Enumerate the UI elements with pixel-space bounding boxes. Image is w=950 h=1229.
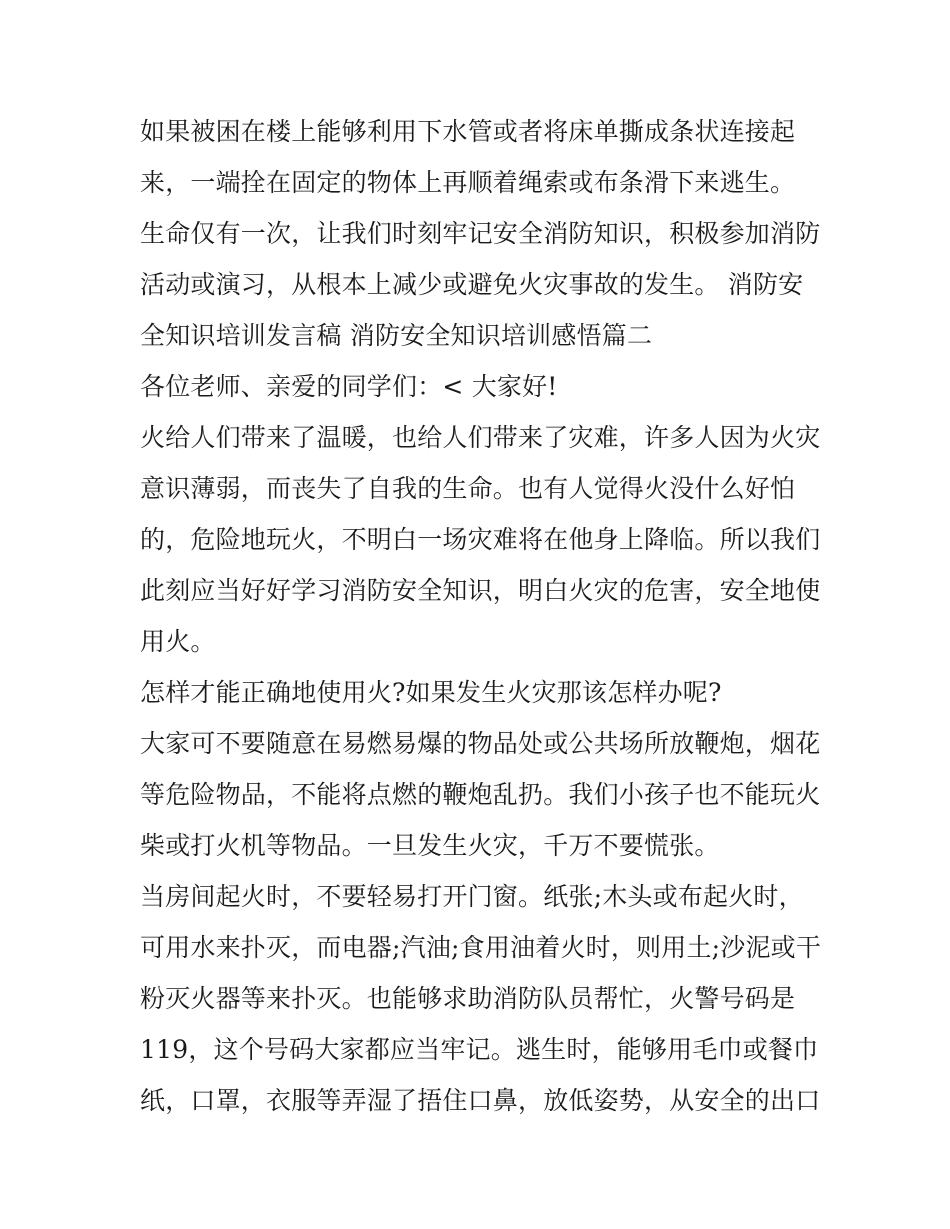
text-line: 怎样才能正确地使用火?如果发生火灾那该怎样办呢?: [140, 678, 722, 707]
text-line: 用火。: [140, 627, 216, 656]
text-line: 的，危险地玩火，不明白一场灾难将在他身上降临。所以我们: [140, 525, 821, 554]
text-line: 此刻应当好好学习消防安全知识，明白火灾的危害，安全地使: [140, 576, 821, 605]
text-line: 生命仅有一次，让我们时刻牢记安全消防知识，积极参加消防: [140, 219, 821, 248]
text-line: 火给人们带来了温暖，也给人们带来了灾难，许多人因为火灾: [140, 423, 821, 452]
text-line: 等危险物品，不能将点燃的鞭炮乱扔。我们小孩子也不能玩火: [140, 780, 821, 809]
text-line: 如果被困在楼上能够利用下水管或者将床单撕成条状连接起: [140, 117, 796, 146]
text-line: 活动或演习，从根本上减少或避免火灾事故的发生。 消防安: [140, 270, 804, 299]
text-line: 大家可不要随意在易燃易爆的物品处或公共场所放鞭炮，烟花: [140, 729, 821, 758]
body-text: [140, 106, 820, 1126]
text-line: 纸，口罩，衣服等弄湿了捂住口鼻，放低姿势，从安全的出口: [140, 1086, 821, 1115]
text-line: 粉灭火器等来扑灭。也能够求助消防队员帮忙，火警号码是: [140, 984, 796, 1013]
text-line: 各位老师、亲爱的同学们：< 大家好!: [140, 372, 558, 401]
text-line: 来，一端拴在固定的物体上再顺着绳索或布条滑下来逃生。: [140, 168, 796, 197]
text-line: 柴或打火机等物品。一旦发生火灾，千万不要慌张。: [140, 831, 720, 860]
text-line: 当房间起火时，不要轻易打开门窗。纸张;木头或布起火时，: [140, 882, 804, 911]
text-line: 可用水来扑灭，而电器;汽油;食用油着火时，则用土;沙泥或干: [140, 933, 822, 962]
text-line: 意识薄弱，而丧失了自我的生命。也有人觉得火没什么好怕: [140, 474, 796, 503]
text-line: 全知识培训发言稿 消防安全知识培训感悟篇二: [140, 321, 653, 350]
text-line: 119，这个号码大家都应当牢记。逃生时，能够用毛巾或餐巾: [140, 1035, 819, 1064]
